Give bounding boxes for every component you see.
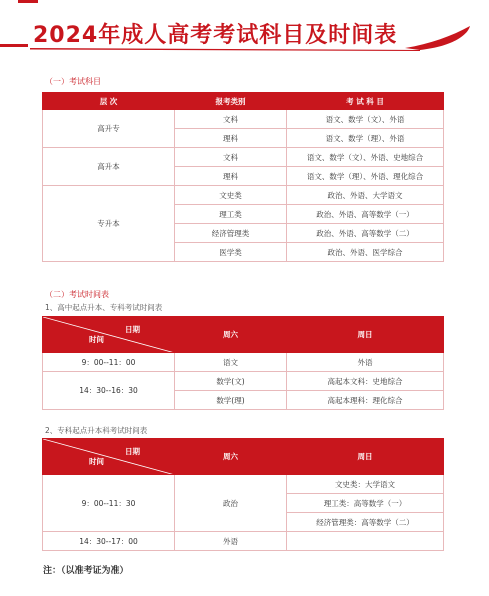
table2-subtitle: 2、专科起点升本科考试时间表 (45, 426, 148, 435)
subjects-cell: 语文、数学（文）、外语、史地综合 (287, 148, 444, 167)
category-cell: 文科 (175, 110, 287, 129)
sunday-cell: 文史类：大学语文 (287, 475, 444, 494)
time-cell: 14：30--16：30 (43, 372, 175, 410)
sunday-cell: 经济管理类：高等数学（二） (287, 513, 444, 532)
category-cell: 文科 (175, 148, 287, 167)
header-level: 层 次 (43, 93, 175, 110)
schedule-table-1 (42, 316, 444, 410)
level-cell: 高升专 (43, 110, 175, 148)
table-row (43, 186, 444, 205)
level-cell: 高升本 (43, 148, 175, 186)
subjects-cell: 语文、数学（理）、外语、理化综合 (287, 167, 444, 186)
time-cell: 9：00--11：00 (43, 353, 175, 372)
subjects-header-row (43, 93, 444, 110)
category-cell: 经济管理类 (175, 224, 287, 243)
sunday-cell (287, 532, 444, 551)
schedule1-corner-header (43, 317, 175, 353)
schedule-table-2 (42, 438, 444, 551)
table-row (43, 475, 444, 494)
subjects-cell: 政治、外语、高等数学（一） (287, 205, 444, 224)
table-row (43, 353, 444, 372)
table1-subtitle: 1、高中起点升本、专科考试时间表 (45, 303, 163, 312)
sunday-cell: 外语 (287, 353, 444, 372)
saturday-cell: 数学(文) (175, 372, 287, 391)
header-saturday: 周六 (175, 439, 287, 475)
section1-title: （一）考试科目 (45, 77, 101, 86)
table-row (43, 148, 444, 167)
diagonal-line (43, 317, 175, 353)
subjects-table (42, 92, 444, 262)
footnote: 注：（以准考证为准） (43, 566, 129, 576)
table-row (43, 532, 444, 551)
schedule1-header-row (43, 317, 444, 353)
table-row (43, 372, 444, 391)
table-row (43, 110, 444, 129)
header-subjects: 考 试 科 目 (287, 93, 444, 110)
category-cell: 理科 (175, 129, 287, 148)
saturday-cell: 外语 (175, 532, 287, 551)
subjects-cell: 语文、数学（文）、外语 (287, 110, 444, 129)
header-sunday: 周日 (287, 439, 444, 475)
category-cell: 理科 (175, 167, 287, 186)
category-cell: 医学类 (175, 243, 287, 262)
time-cell: 14：30--17：00 (43, 532, 175, 551)
sunday-cell: 理工类：高等数学（一） (287, 494, 444, 513)
title-banner (0, 14, 489, 54)
time-cell: 9：00--11：30 (43, 475, 175, 532)
corner-date-label: 日期 (125, 325, 140, 334)
header-saturday: 周六 (175, 317, 287, 353)
header-sunday: 周日 (287, 317, 444, 353)
sunday-cell: 高起本理科：理化综合 (287, 391, 444, 410)
category-cell: 理工类 (175, 205, 287, 224)
top-accent-bar (18, 0, 38, 3)
saturday-cell: 政治 (175, 475, 287, 532)
schedule2-header-row (43, 439, 444, 475)
saturday-cell: 语文 (175, 353, 287, 372)
subjects-cell: 政治、外语、医学综合 (287, 243, 444, 262)
diagonal-line (43, 439, 175, 475)
category-cell: 文史类 (175, 186, 287, 205)
corner-time-label: 时间 (89, 335, 104, 344)
section2-title: （二）考试时间表 (45, 290, 109, 299)
subjects-cell: 政治、外语、大学语文 (287, 186, 444, 205)
schedule2-corner-header (43, 439, 175, 475)
subjects-cell: 语文、数学（理）、外语 (287, 129, 444, 148)
header-category: 报考类别 (175, 93, 287, 110)
sunday-cell: 高起本文科：史地综合 (287, 372, 444, 391)
level-cell: 专升本 (43, 186, 175, 262)
corner-time-label: 时间 (89, 457, 104, 466)
subjects-cell: 政治、外语、高等数学（二） (287, 224, 444, 243)
page-title: 2024年成人高考考试科目及时间表 (33, 23, 398, 48)
saturday-cell: 数学(理) (175, 391, 287, 410)
corner-date-label: 日期 (125, 447, 140, 456)
